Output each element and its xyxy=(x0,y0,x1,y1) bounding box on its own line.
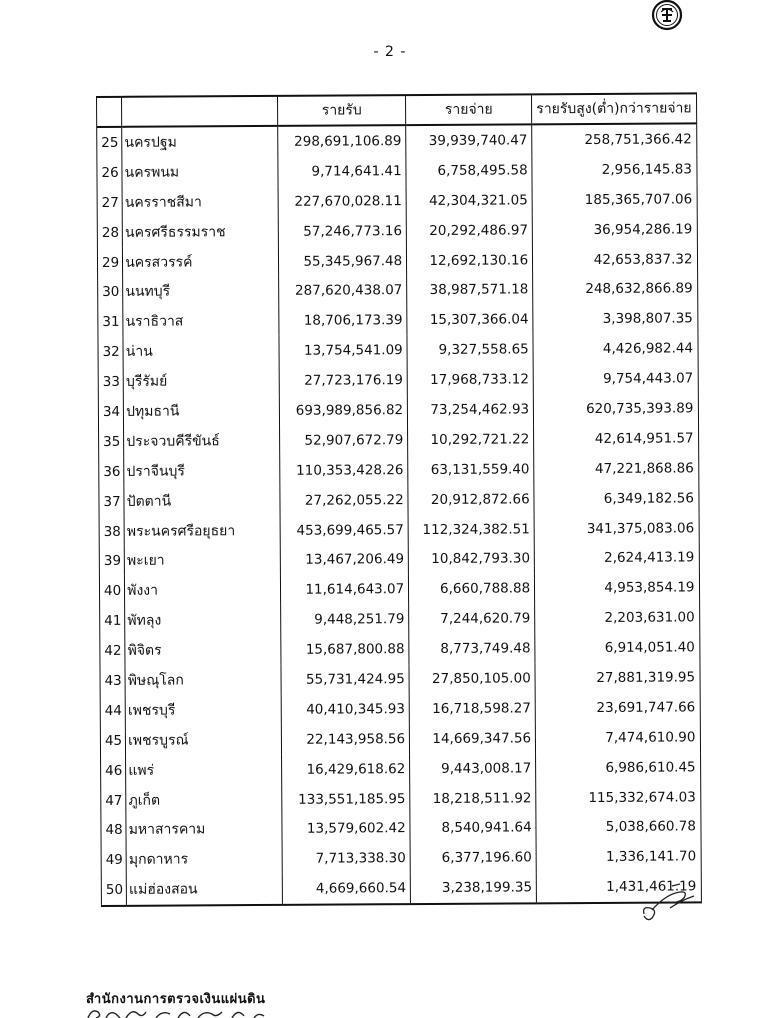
income-value: 110,353,428.26 xyxy=(280,455,408,486)
province-name: พระนครศรีอยุธยา xyxy=(124,515,280,546)
difference-value: 3,398,807.35 xyxy=(533,304,697,335)
row-number: 43 xyxy=(100,666,125,696)
difference-value: 4,953,854.19 xyxy=(535,573,699,604)
row-number: 46 xyxy=(101,756,126,786)
row-number: 27 xyxy=(97,188,122,218)
expense-value: 8,773,749.48 xyxy=(409,633,535,664)
difference-value: 9,754,443.07 xyxy=(533,363,697,394)
table-row xyxy=(101,782,701,816)
header-difference: รายรับสูง(ต่ำ)กว่ารายจ่าย xyxy=(532,93,696,124)
difference-value: 115,332,674.03 xyxy=(536,782,700,813)
table-row xyxy=(98,393,698,427)
row-number: 49 xyxy=(101,845,126,875)
income-value: 13,754,541.09 xyxy=(279,335,407,366)
expense-value: 20,912,872.66 xyxy=(408,484,534,515)
income-value: 287,620,438.07 xyxy=(279,276,407,307)
province-name: พัทลุง xyxy=(125,605,281,636)
row-number: 26 xyxy=(97,158,122,188)
income-value: 4,669,660.54 xyxy=(282,873,410,905)
province-name: ภูเก็ต xyxy=(126,784,282,815)
province-name: มุกดาหาร xyxy=(126,844,282,875)
table-row xyxy=(99,573,699,607)
income-value: 18,706,173.39 xyxy=(279,305,407,336)
province-name: น่าน xyxy=(123,336,279,367)
income-value: 55,731,424.95 xyxy=(281,664,409,695)
table-row xyxy=(99,453,699,487)
table-row xyxy=(100,662,700,696)
row-number: 35 xyxy=(99,427,124,457)
income-value: 15,687,800.88 xyxy=(281,634,409,665)
table-row xyxy=(100,722,700,756)
table-row xyxy=(99,513,699,547)
expense-value: 6,377,196.60 xyxy=(410,843,536,874)
table-row xyxy=(100,692,700,726)
income-value: 13,467,206.49 xyxy=(280,545,408,576)
income-value: 57,246,773.16 xyxy=(278,216,406,247)
expense-value: 20,292,486.97 xyxy=(406,215,532,246)
income-value: 9,448,251.79 xyxy=(281,604,409,635)
row-number: 39 xyxy=(99,546,124,576)
income-value: 55,345,967.48 xyxy=(279,246,407,277)
row-number: 36 xyxy=(99,457,124,487)
table-row xyxy=(100,632,700,666)
province-name: แพร่ xyxy=(126,755,282,786)
row-number: 25 xyxy=(97,127,122,158)
province-name: นครศรีธรรมราช xyxy=(122,217,278,248)
table-body xyxy=(97,123,701,906)
expense-value: 9,443,008.17 xyxy=(410,753,536,784)
province-name: มหาสารคาม xyxy=(126,814,282,845)
row-number: 50 xyxy=(101,875,126,906)
province-name: นครปฐม xyxy=(122,126,278,158)
expense-value: 18,218,511.92 xyxy=(410,783,536,814)
difference-value: 4,426,982.44 xyxy=(533,334,697,365)
expense-value: 3,238,199.35 xyxy=(410,873,536,905)
header-index xyxy=(97,97,122,127)
expense-value: 63,131,559.40 xyxy=(408,454,534,485)
income-value: 227,670,028.11 xyxy=(278,186,406,217)
difference-value: 5,038,660.78 xyxy=(536,812,700,843)
table-row xyxy=(99,483,699,517)
finance-table xyxy=(96,92,701,907)
difference-value: 185,365,707.06 xyxy=(532,184,696,215)
table-row xyxy=(99,423,699,457)
income-value: 16,429,618.62 xyxy=(282,754,410,785)
income-value: 11,614,643.07 xyxy=(281,574,409,605)
table-row xyxy=(97,244,697,278)
table-row xyxy=(97,154,697,188)
table-row xyxy=(101,872,701,907)
income-value: 133,551,185.95 xyxy=(282,784,410,815)
expense-value: 10,292,721.22 xyxy=(408,424,534,455)
difference-value: 2,203,631.00 xyxy=(535,603,699,634)
difference-value: 2,624,413.19 xyxy=(534,543,698,574)
table-row xyxy=(99,543,699,577)
expense-value: 15,307,366.04 xyxy=(407,305,533,336)
province-name: เพชรบุรี xyxy=(125,695,281,726)
difference-value: 1,336,141.70 xyxy=(536,842,700,873)
difference-value: 6,914,051.40 xyxy=(535,632,699,663)
difference-value: 36,954,286.19 xyxy=(532,214,696,245)
difference-value: 42,653,837.32 xyxy=(533,244,697,275)
province-name: แม่ฮ่องสอน xyxy=(126,874,282,906)
row-number: 33 xyxy=(98,367,123,397)
table-row xyxy=(97,184,697,218)
income-value: 22,143,958.56 xyxy=(282,724,410,755)
expense-value: 7,244,620.79 xyxy=(409,604,535,635)
income-value: 52,907,672.79 xyxy=(280,425,408,456)
expense-value: 38,987,571.18 xyxy=(407,275,533,306)
difference-value: 258,751,366.42 xyxy=(532,123,696,155)
expense-value: 6,758,495.58 xyxy=(406,155,532,186)
income-value: 298,691,106.89 xyxy=(278,125,406,157)
difference-value: 6,349,182.56 xyxy=(534,483,698,514)
table-row xyxy=(98,363,698,397)
table-row xyxy=(100,603,700,637)
row-number: 29 xyxy=(97,247,122,277)
income-value: 40,410,345.93 xyxy=(281,694,409,725)
difference-value: 27,881,319.95 xyxy=(535,662,699,693)
expense-value: 14,669,347.56 xyxy=(410,723,536,754)
province-name: นครพนม xyxy=(122,157,278,188)
province-name: ปราจีนบุรี xyxy=(124,456,280,487)
expense-value: 73,254,462.93 xyxy=(408,394,534,425)
handwritten-signature-icon xyxy=(640,880,700,925)
difference-value: 23,691,747.66 xyxy=(535,692,699,723)
row-number: 34 xyxy=(98,397,123,427)
table-row xyxy=(98,304,698,338)
row-number: 31 xyxy=(98,307,123,337)
row-number: 30 xyxy=(98,277,123,307)
income-value: 27,262,055.22 xyxy=(280,485,408,516)
expense-value: 42,304,321.05 xyxy=(406,185,532,216)
row-number: 37 xyxy=(99,487,124,517)
difference-value: 47,221,868.86 xyxy=(534,453,698,484)
row-number: 41 xyxy=(100,606,125,636)
province-name: นครราชสีมา xyxy=(122,187,278,218)
row-number: 28 xyxy=(97,218,122,248)
office-script-signature xyxy=(86,1006,286,1018)
header-expense: รายจ่าย xyxy=(406,94,532,125)
header-income: รายรับ xyxy=(278,95,406,126)
difference-value: 42,614,951.57 xyxy=(534,423,698,454)
table-row xyxy=(98,334,698,368)
office-name: สำนักงานการตรวจเงินแผ่นดิน xyxy=(86,992,266,1007)
table-row xyxy=(97,214,697,248)
table-row xyxy=(97,123,697,158)
row-number: 32 xyxy=(98,337,123,367)
province-name: ปัตตานี xyxy=(124,486,280,517)
province-name: นนทบุรี xyxy=(123,276,279,307)
row-number: 38 xyxy=(99,516,124,546)
province-name: ปทุมธานี xyxy=(124,396,280,427)
difference-value: 620,735,393.89 xyxy=(534,393,698,424)
table-row xyxy=(101,752,701,786)
table-row xyxy=(101,842,701,876)
difference-value: 1,431,461.19 xyxy=(536,872,700,904)
expense-value: 8,540,941.64 xyxy=(410,813,536,844)
income-value: 27,723,176.19 xyxy=(279,365,407,396)
province-name: เพชรบูรณ์ xyxy=(126,725,282,756)
income-value: 7,713,338.30 xyxy=(282,843,410,874)
expense-value: 39,939,740.47 xyxy=(406,124,532,156)
province-name: พะเยา xyxy=(124,545,280,576)
province-name: พิษณุโลก xyxy=(125,665,281,696)
expense-value: 10,842,793.30 xyxy=(408,544,534,575)
difference-value: 341,375,083.06 xyxy=(534,513,698,544)
expense-value: 112,324,382.51 xyxy=(408,514,534,545)
expense-value: 6,660,788.88 xyxy=(409,574,535,605)
table-row xyxy=(101,812,701,846)
finance-table-wrapper xyxy=(96,96,697,907)
difference-value: 7,474,610.90 xyxy=(536,722,700,753)
expense-value: 16,718,598.27 xyxy=(409,693,535,724)
income-value: 9,714,641.41 xyxy=(278,156,406,187)
province-name: ประจวบคีรีขันธ์ xyxy=(124,426,280,457)
row-number: 48 xyxy=(101,815,126,845)
header-province xyxy=(122,96,278,127)
difference-value: 248,632,866.89 xyxy=(533,274,697,305)
income-value: 693,989,856.82 xyxy=(280,395,408,426)
table-header-row xyxy=(97,93,697,127)
expense-value: 9,327,558.65 xyxy=(407,335,533,366)
expense-value: 27,850,105.00 xyxy=(409,663,535,694)
row-number: 42 xyxy=(100,636,125,666)
page-number: - 2 - xyxy=(373,44,407,60)
province-name: นครสวรรค์ xyxy=(123,246,279,277)
row-number: 44 xyxy=(100,696,125,726)
expense-value: 17,968,733.12 xyxy=(407,364,533,395)
table-row xyxy=(98,274,698,308)
row-number: 45 xyxy=(100,726,125,756)
province-name: พิจิตร xyxy=(125,635,281,666)
income-value: 453,699,465.57 xyxy=(280,515,408,546)
difference-value: 6,986,610.45 xyxy=(536,752,700,783)
row-number: 40 xyxy=(99,576,124,606)
difference-value: 2,956,145.83 xyxy=(532,154,696,185)
province-name: บุรีรัมย์ xyxy=(123,366,279,397)
income-value: 13,579,602.42 xyxy=(282,814,410,845)
province-name: นราธิวาส xyxy=(123,306,279,337)
province-name: พังงา xyxy=(125,575,281,606)
expense-value: 12,692,130.16 xyxy=(407,245,533,276)
row-number: 47 xyxy=(101,785,126,815)
royal-seal-icon xyxy=(650,0,684,32)
